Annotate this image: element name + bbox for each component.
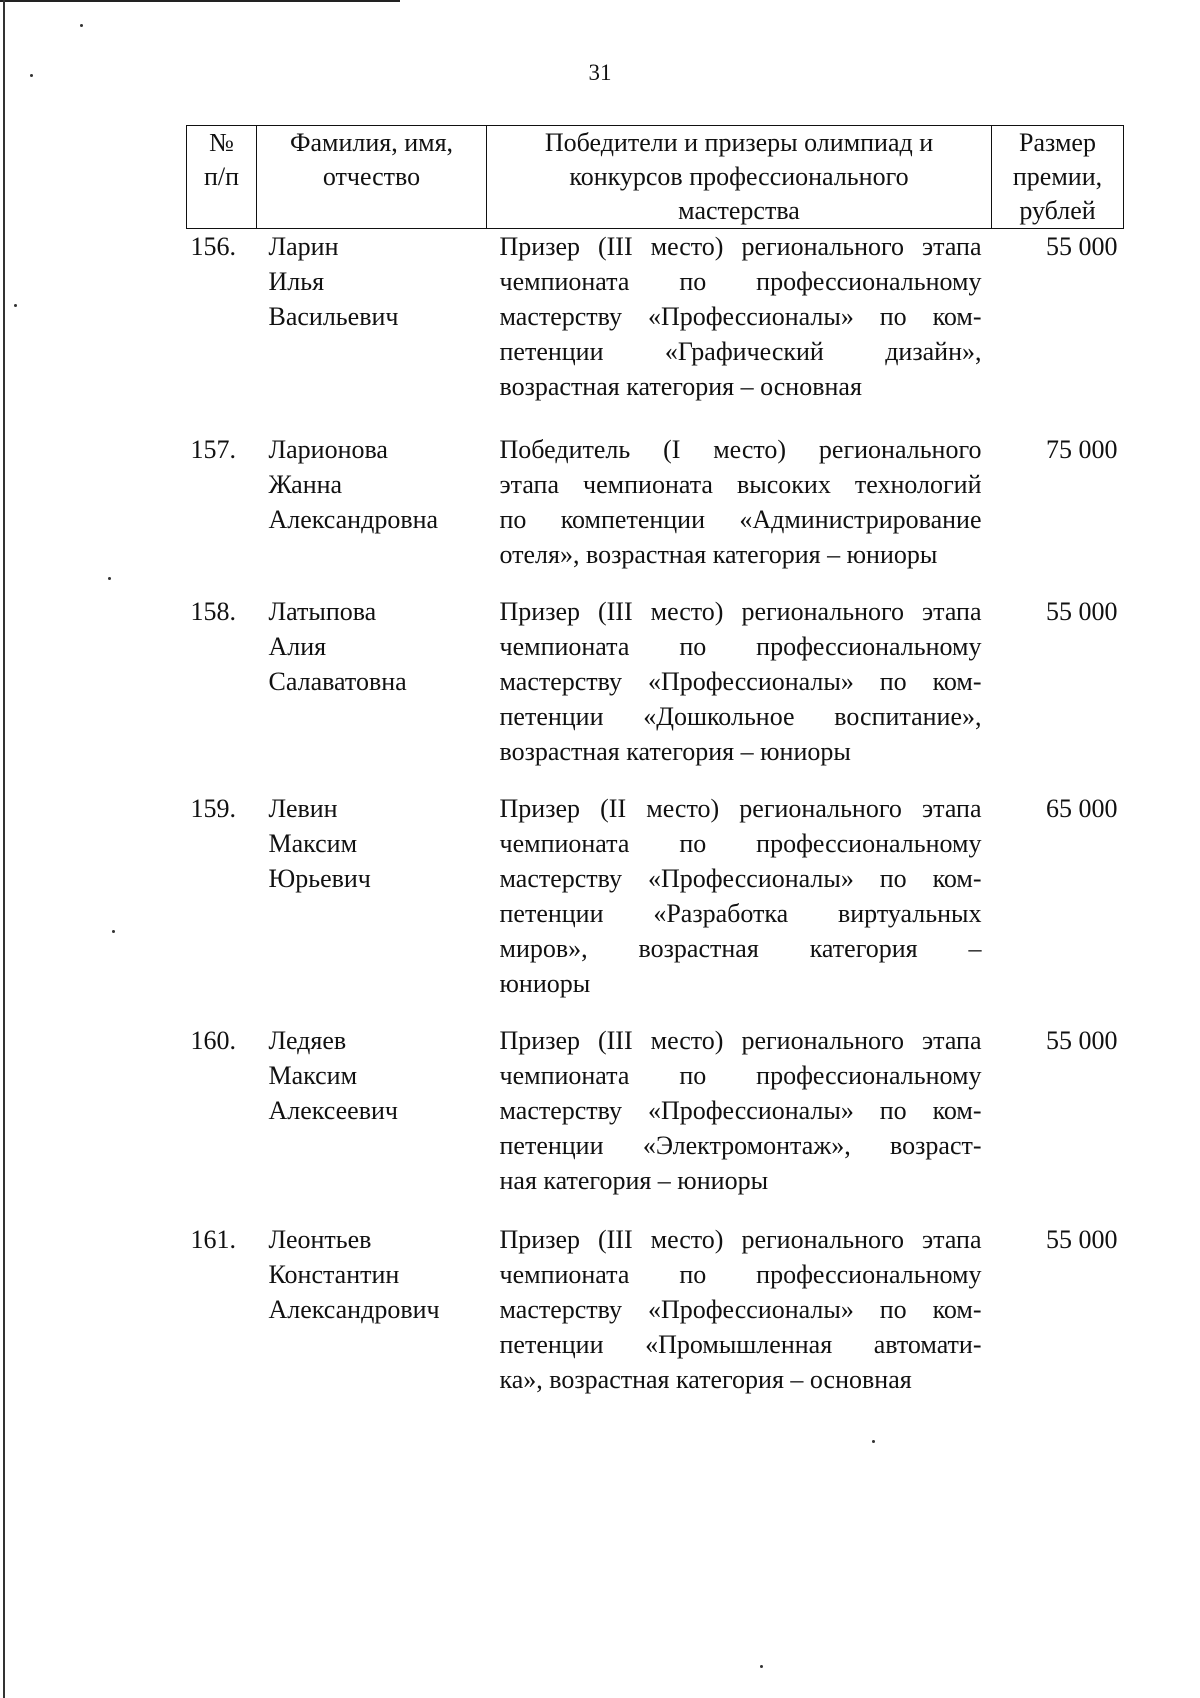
scan-top-edge-line [0,0,400,2]
person-name: Левин Максим Юрьевич [268,794,371,893]
award-description: Призер (III место) регионального этапа чемпионата по профессиональному мастерству «Профессионалы» по ком- петенции «Промышленная автомати- ка», возрастная категория – основная [499,1225,982,1394]
row-number: 156. [190,232,236,261]
award-amount: 55 000 [1046,1225,1118,1254]
header-description: Победители и призеры олимпиад и конкурсов профессионального мастерства [487,126,992,229]
award-amount: 55 000 [1046,1026,1118,1055]
table-header-row [187,126,1124,229]
row-number: 157. [190,435,236,464]
awards-table [186,125,1124,1397]
award-description: Призер (II место) регионального этапа чемпионата по профессиональному мастерству «Профессионалы» по ком- петенции «Разработка виртуальных миров», возрастная категория – юниоры [499,794,982,998]
scan-speck [112,930,115,933]
table-row [187,229,1124,433]
award-amount: 55 000 [1046,232,1118,261]
table-row [187,594,1124,791]
table-row [187,1023,1124,1222]
award-amount: 55 000 [1046,597,1118,626]
scan-speck [760,1665,763,1668]
award-amount: 75 000 [1046,435,1118,464]
header-number: № п/п [187,126,257,229]
scan-speck [80,24,83,27]
table-row [187,432,1124,594]
scan-speck [108,577,111,580]
row-number: 158. [190,597,236,626]
table-row [187,791,1124,1023]
person-name: Ларин Илья Васильевич [268,232,399,331]
award-description: Призер (III место) регионального этапа чемпионата по профессиональному мастерству «Профессионалы» по ком- петенции «Электромонтаж», возраст- ная категория – юниоры [499,1026,982,1195]
person-name: Латыпова Алия Салаватовна [268,597,407,696]
row-number: 161. [190,1225,236,1254]
award-description: Победитель (I место) регионального этапа чемпионата высоких технологий по компетенции «Администрирование отеля», возрастная категория – юниоры [499,435,982,569]
row-number: 160. [190,1026,236,1055]
award-amount: 65 000 [1046,794,1118,823]
scan-speck [872,1440,875,1443]
person-name: Ларионова Жанна Александровна [268,435,439,534]
table-row [187,1222,1124,1397]
scan-left-edge-line [3,0,5,1698]
header-amount: Размер премии, рублей [992,126,1124,229]
page-number: 31 [588,60,612,85]
scan-speck [14,304,17,307]
award-description: Призер (III место) регионального этапа чемпионата по профессиональному мастерству «Профессионалы» по ком- петенции «Дошкольное воспитание», возрастная категория – юниоры [499,597,982,766]
award-description: Призер (III место) регионального этапа чемпионата по профессиональному мастерству «Профессионалы» по ком- петенции «Графический дизайн», возрастная категория – основная [499,232,982,401]
person-name: Леонтьев Константин Александрович [268,1225,440,1324]
row-number: 159. [190,794,236,823]
person-name: Ледяев Максим Алексеевич [268,1026,398,1125]
header-name: Фамилия, имя, отчество [257,126,487,229]
